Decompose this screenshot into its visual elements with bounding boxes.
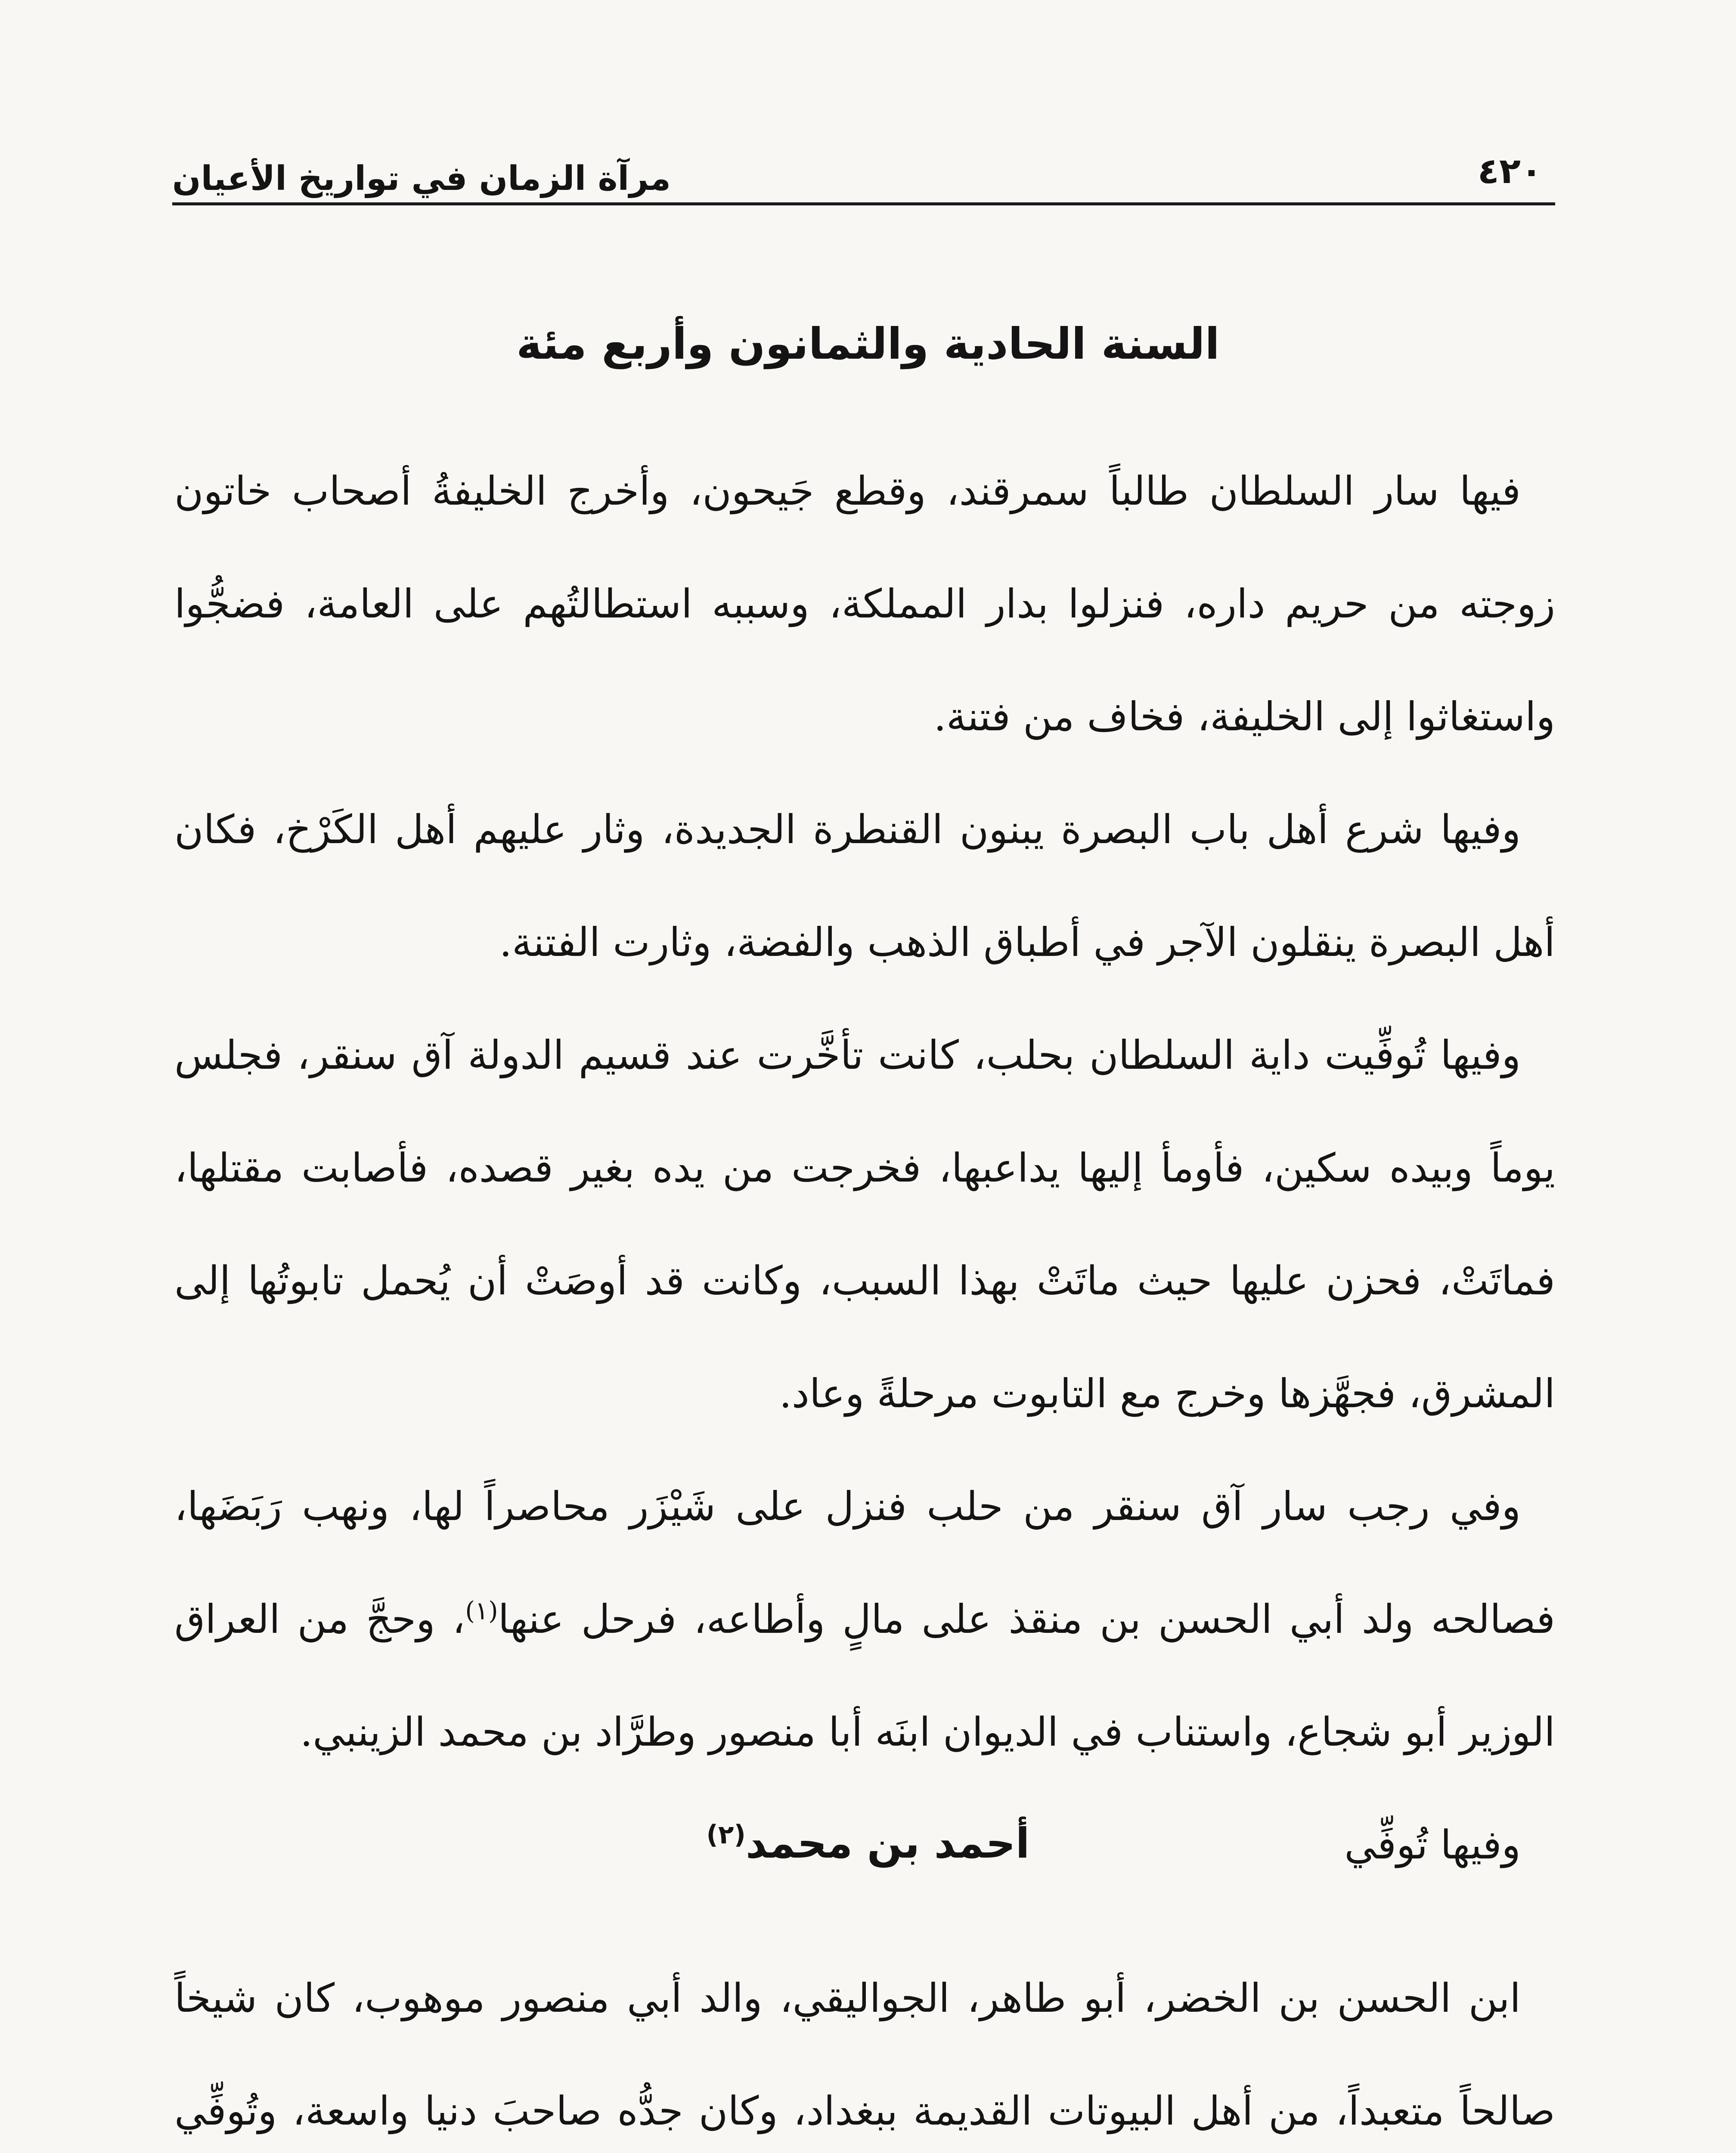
person-heading xyxy=(0,1819,1736,1868)
paragraph: وفيها شرع أهل باب البصرة يبنون القنطرة الجديدة، وثار عليهم أهل الكَرْخ، فكان أهل البصرة ينقلون الآجر في أطباق الذهب والفضة، وثارت الفتنة. xyxy=(174,807,1555,965)
main-text xyxy=(174,435,1555,1902)
page-number: ٤٢٠ xyxy=(1477,151,1542,192)
biography-text xyxy=(174,1942,1555,2153)
paragraph: ابن الحسن بن الخضر، أبو طاهر، الجواليقي، والد أبي منصور موهوب، كان شيخاً صالحاً متعبداً، من أهل البيوتات القديمة ببغداد، وكان جدُّه صاحبَ دنيا واسعة، وتُوفِّي xyxy=(174,1975,1555,2134)
running-title: مرآة الزمان في تواريخ الأعيان xyxy=(172,159,671,198)
footnote-reference: (٢) xyxy=(706,1820,746,1850)
person-name: أحمد بن محمد xyxy=(745,1819,1030,1868)
paragraph: فيها سار السلطان طالباً سمرقند، وقطع جَيحون، وأخرج الخليفةُ أصحاب خاتون زوجته من حريم داره، فنزلوا بدار المملكة، وسببه استطالتُهم على العامة، فضجُّوا واستغاثوا إلى الخليفة، فخاف من فتنة. xyxy=(174,468,1555,740)
page-header xyxy=(172,142,1555,205)
year-heading: السنة الحادية والثمانون وأربع مئة xyxy=(516,319,1220,369)
footnote-reference: (١) xyxy=(465,1596,498,1626)
paragraph: وفيها تُوفِّي xyxy=(1344,1822,1521,1868)
paragraph-text: وفي رجب سار آق سنقر من حلب فنزل على شَيْزَر محاصراً لها، ونهب رَبَضَها، فصالحه ولد أبي الحسن بن منقذ على مالٍ وأطاعه، فرحل عنها xyxy=(174,1483,1555,1642)
paragraph-text: ، وحجَّ من العراق الوزير أبو شجاع، واستناب في الديوان ابنَه أبا منصور وطرَّاد بن محمد الزينبي. xyxy=(174,1596,1555,1755)
paragraph: وفيها تُوفِّيت داية السلطان بحلب، كانت تأخَّرت عند قسيم الدولة آق سنقر، فجلس يوماً وبيده سكين، فأومأ إليها يداعبها، فخرجت من يده بغير قصده، فأصابت مقتلها، فماتَتْ، فحزن عليها حيث ماتَتْ بهذا السبب، وكانت قد أوصَتْ أن يُحمل تابوتُها إلى المشرق، فجهَّزها وخرج مع التابوت مرحلةً وعاد. xyxy=(174,1032,1555,1417)
paragraph xyxy=(174,1450,1555,1789)
